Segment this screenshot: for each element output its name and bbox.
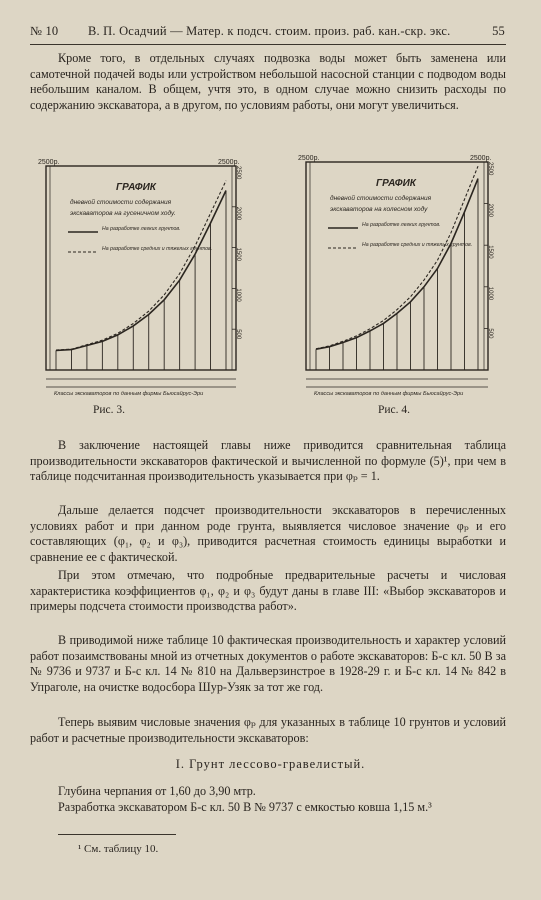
legend-label-1: На разработке легких грунтов. bbox=[102, 226, 181, 232]
footnote-rule bbox=[58, 834, 176, 835]
corner-label-right: 2500р. bbox=[218, 159, 240, 166]
figure-3-chart bbox=[34, 156, 252, 400]
series-line-2 bbox=[56, 181, 226, 350]
figure-4-chart bbox=[294, 152, 504, 400]
page-number: 55 bbox=[492, 24, 505, 38]
legend-label-2: На разработке средних и тяжелых грунтов. bbox=[362, 242, 473, 248]
figure-3-caption: Рис. 3. bbox=[93, 404, 126, 416]
paragraph-4: При этом отмечаю, что подробные предварительные расчеты и числовая характеристика коэффициентов φ₁, φ₂ и φ₃ будут даны в главе III: «Выбор экскаваторов и примеры подсчета стоимости производства работ». bbox=[30, 568, 506, 613]
x-axis-label: Классы экскаваторов по данным фирмы Бьюсайрус-Эри bbox=[54, 391, 204, 397]
paragraph-5: В приводимой ниже таблице 10 фактическая производительность и характер условий работ позаимствованы мной из отчетных документов о работе экскаваторов: Б-с кл. 50 В за № 9736 и 9737 и Б-с кл. 14 № 810 на Дальверзинстрое в 1928-29 г. и Б-с кл. 14 № 842 в Упраголе, на очистке водосбора Шур-Узяк за тот же год. bbox=[30, 633, 506, 694]
chart-title: ГРАФИК bbox=[116, 182, 156, 193]
figure-4 bbox=[294, 152, 504, 405]
chart-subtitle: дневной стоимости содержания bbox=[70, 199, 172, 206]
figure-3 bbox=[34, 156, 252, 405]
running-title: В. П. Осадчий — Матер. к подсч. стоим. произ. раб. кан.-скр. экс. bbox=[88, 24, 451, 38]
plot-frame bbox=[46, 166, 236, 370]
corner-label-right: 2500р. bbox=[470, 155, 492, 162]
paragraph-3: Дальше делается подсчет производительности экскаваторов в перечисленных условиях работ и при данном роде грунта, выявляется числовое значение φₚ и его составляющих (φ₁, φ₂ и φ₃), приводится расчетная стоимость единицы выработки и сравнение ее с фактической. bbox=[30, 503, 506, 564]
section-heading: I. Грунт лессово-гравелистый. bbox=[175, 757, 366, 771]
paragraph-7: Глубина черпания от 1,60 до 3,90 мтр. bbox=[58, 784, 256, 798]
y-tick-label: 1000 bbox=[487, 286, 493, 301]
paragraph-8: Разработка экскаватором Б-с кл. 50 В № 9737 с емкостью ковша 1,15 м.³ bbox=[58, 800, 432, 814]
chart-subtitle: экскаваторов на колесном ходу bbox=[330, 206, 428, 213]
y-tick-label: 2000 bbox=[235, 206, 241, 221]
y-tick-label: 1500 bbox=[487, 245, 493, 259]
legend-label-2: На разработке средних и тяжелых грунтов. bbox=[102, 246, 213, 252]
header-rule bbox=[30, 44, 506, 45]
chart-subtitle: экскаваторов на гусеничном ходу. bbox=[70, 210, 176, 217]
chart-title: ГРАФИК bbox=[376, 178, 416, 189]
corner-label-left: 2500р. bbox=[298, 155, 320, 162]
plot-inner-frame bbox=[50, 166, 232, 370]
y-tick-label: 1500 bbox=[235, 247, 241, 261]
y-tick-label: 2000 bbox=[487, 203, 493, 217]
paragraph-6: Теперь выявим числовые значения φₚ для указанных в таблице 10 грунтов и условий работ и расчетные производительности экскаваторов: bbox=[30, 715, 506, 745]
y-tick-label: 1000 bbox=[235, 288, 241, 302]
y-tick-label: 2500 bbox=[487, 162, 493, 176]
issue-number: № 10 bbox=[30, 24, 59, 38]
footnote: ¹ См. таблицу 10. bbox=[78, 843, 159, 855]
legend-label-1: На разработке легких грунтов. bbox=[362, 222, 441, 228]
paragraph-1: Кроме того, в отдельных случаях подвозка воды может быть заменена или самотечной подачей воды или устройством небольшой насосной станции с подводом воды небольшим каналом. В общем, учтя это, в одном случае можно снизить расходы по содержанию экскаватора, а в другом, по условиям работы, они могут увеличиться. bbox=[30, 51, 506, 112]
chart-subtitle: дневной стоимости содержания bbox=[330, 195, 432, 202]
corner-label-left: 2500р. bbox=[38, 159, 60, 166]
y-tick-label: 500 bbox=[235, 329, 241, 340]
figure-4-caption: Рис. 4. bbox=[378, 404, 411, 416]
y-tick-label: 2500 bbox=[235, 166, 241, 180]
paragraph-2: В заключение настоящей главы ниже приводится сравнительная таблица производительности экскаваторов фактической и вычисленной по формуле (5)¹, при чем в таблице подсчитанная производительность указывается при φₚ = 1. bbox=[30, 438, 506, 483]
y-tick-label: 500 bbox=[487, 328, 493, 339]
x-axis-label: Классы экскаваторов по данным фирмы Бьюсайрус-Эри bbox=[314, 391, 464, 397]
